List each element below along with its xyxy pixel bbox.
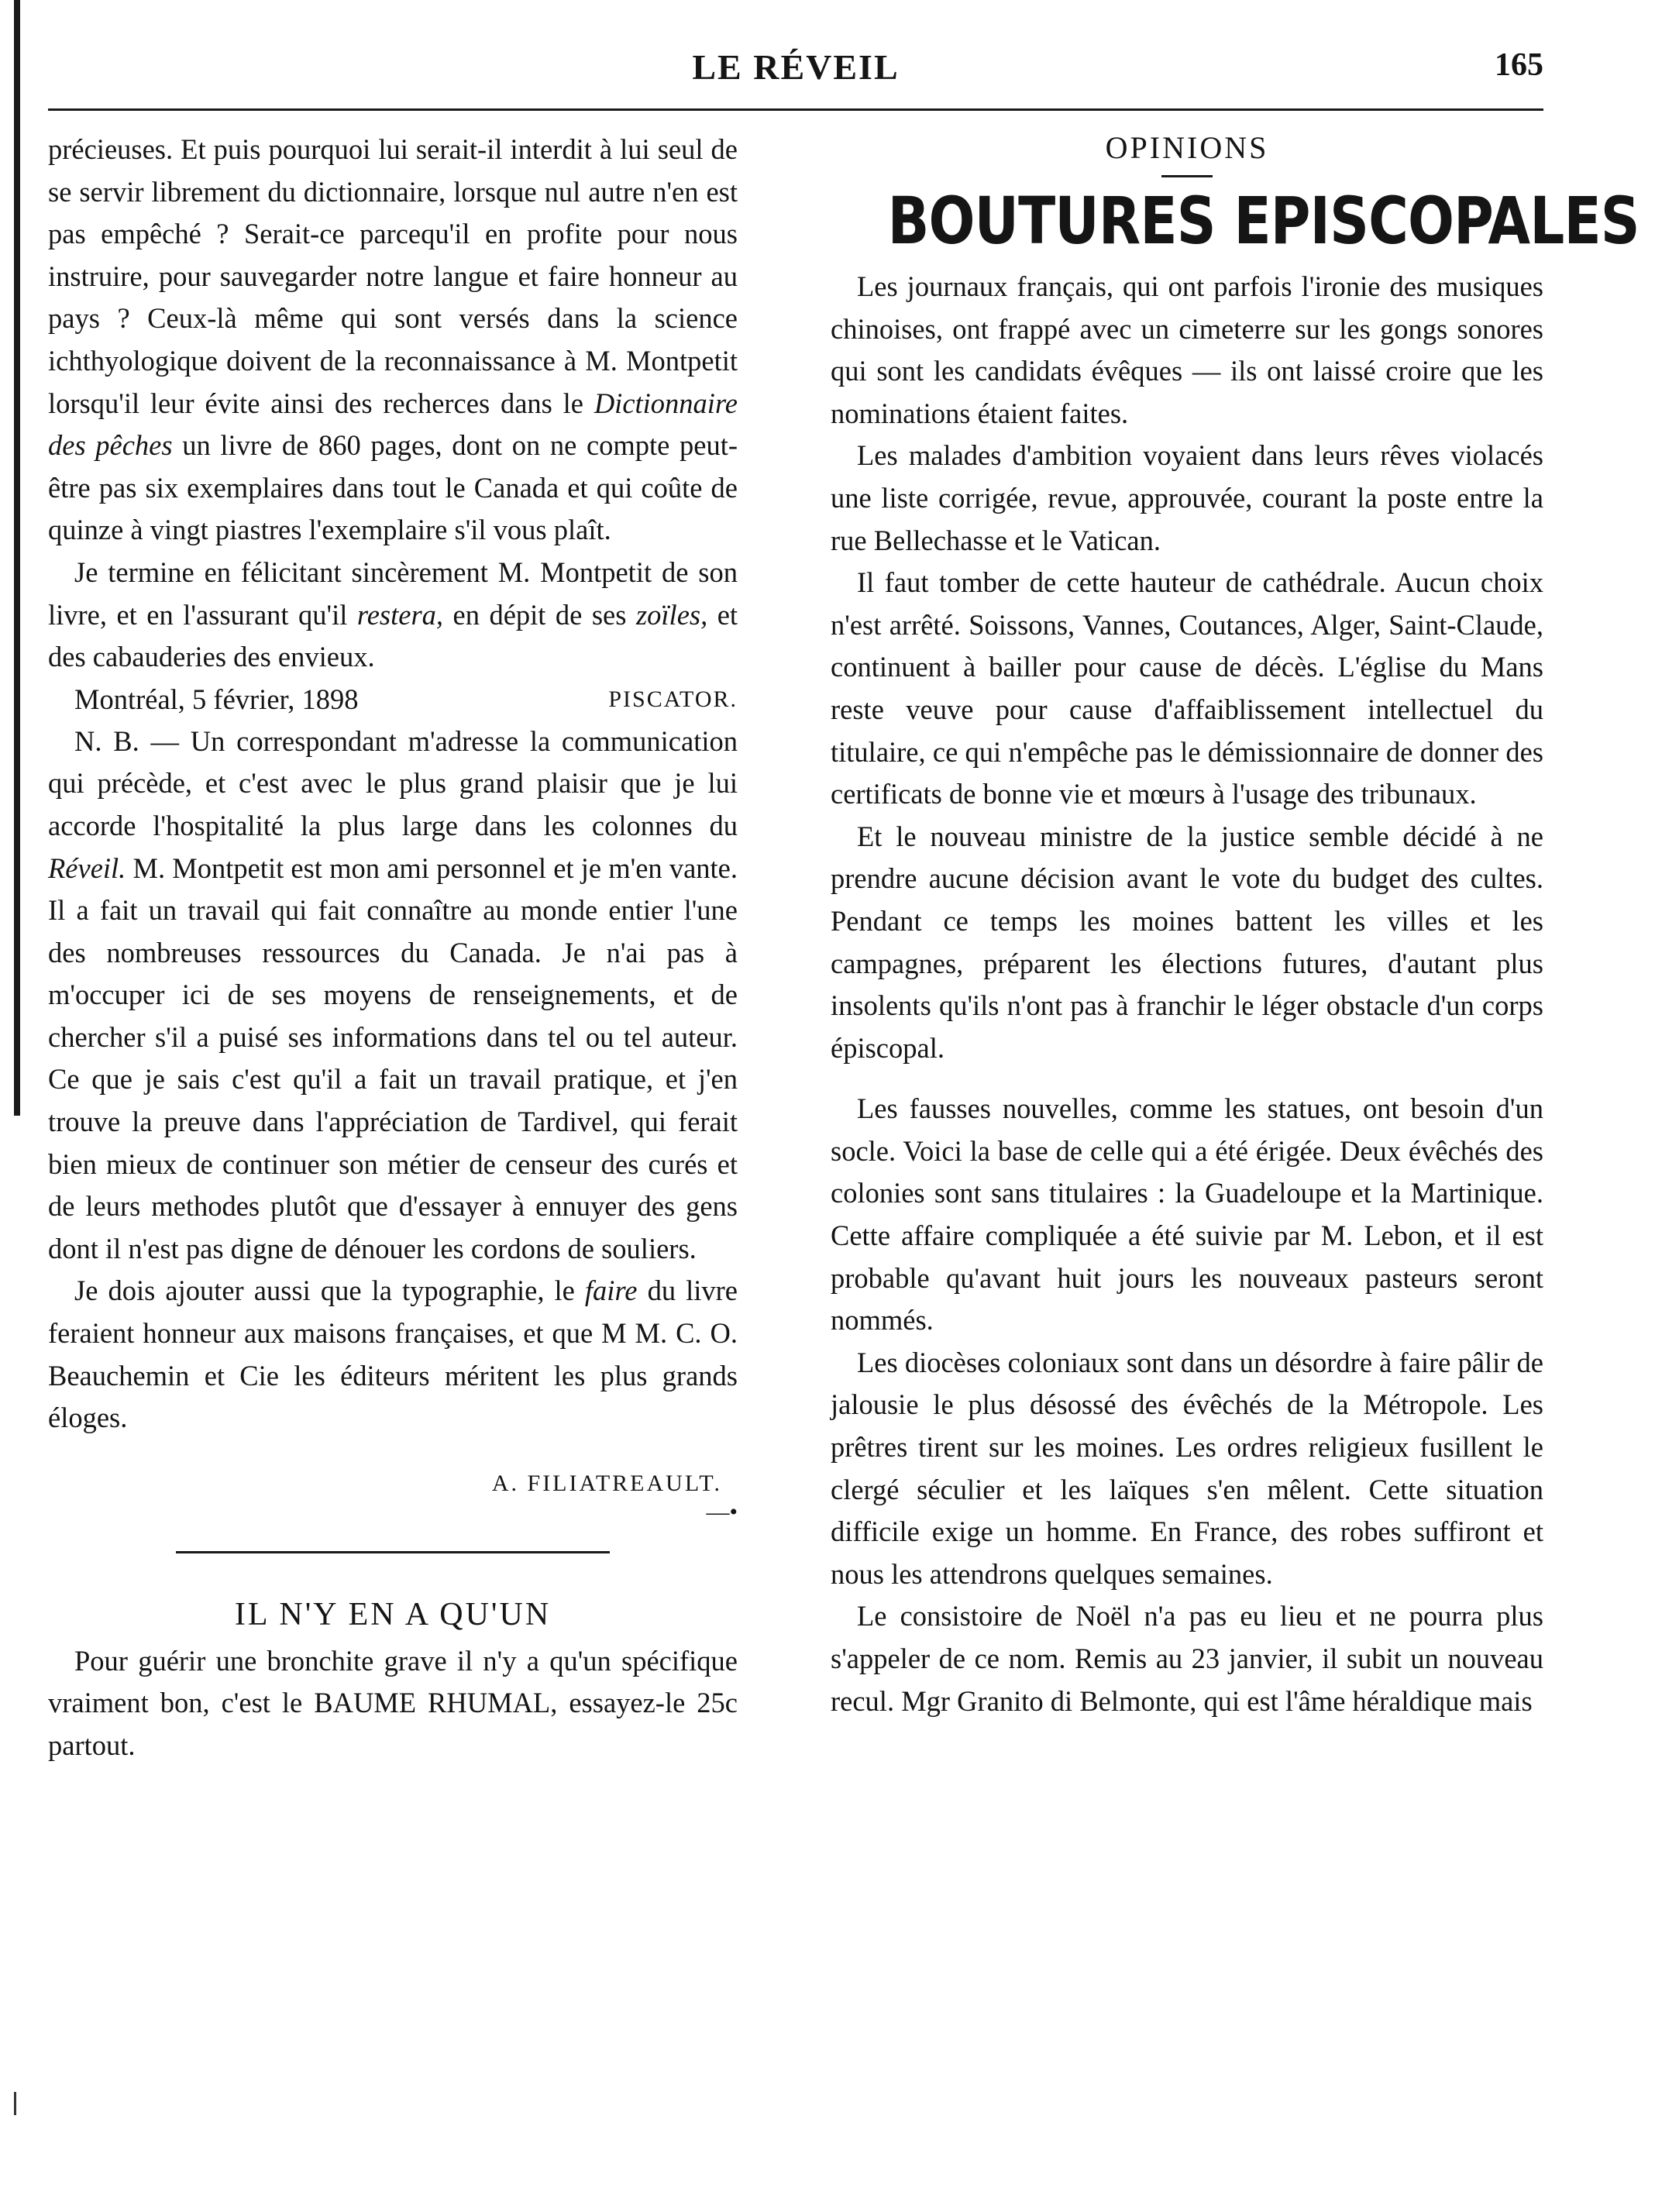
pseudonym-signature: PISCATOR. xyxy=(608,686,738,712)
article-paragraph: Les journaux français, qui ont parfois l'ironie des musiques chinoises, ont frappé avec un cimeterre sur les gongs sonores qui sont les candidats évêques — ils ont laissé croire que les nominations étaient faites. xyxy=(831,270,1543,429)
article-paragraph: Il faut tomber de cette hauteur de cathédrale. Aucun choix n'est arrêté. Soissons, Vannes, Coutances, Alger, Saint-Claude, continuent à bailler pour cause de décès. L'église du Mans reste veuve pour cause d'affaiblissement intellectuel du titulaire, ce qui n'empêche pas le démissionnaire de donner des certificats de bonne vie et mœurs à l'usage des tribunaux. xyxy=(831,566,1543,810)
article-paragraph: Les malades d'ambition voyaient dans leurs rêves violacés une liste corrigée, revue, approuvée, courant la poste entre la rue Bellechasse et le Vatican. xyxy=(831,439,1543,556)
ad-text: Pour guérir une bronchite grave il n'y a qu'un spécifique vraiment bon, c'est le BAUME RHUMAL, essayez-le 25c partout. xyxy=(48,1644,738,1761)
end-mark: —• xyxy=(706,1498,738,1525)
section-rule xyxy=(176,1551,610,1553)
page-header xyxy=(48,46,1543,93)
article-paragraph: Le consistoire de Noël n'a pas eu lieu et ne pourra plus s'appeler de ce nom. Remis au 23 janvier, il subit un nouveau recul. Mgr Granito di Belmonte, qui est l'âme héraldique mais xyxy=(831,1600,1543,1717)
paragraph-2: Je termine en félicitant sincèrement M. Montpetit de son livre, et en l'assurant qu'il restera, en dépit de ses zoïles, et des cabauderies des envieux. xyxy=(48,556,738,673)
article-headline: BOUTURES EPISCOPALES xyxy=(887,183,1640,259)
margin-mark xyxy=(14,2092,16,2115)
dateline xyxy=(48,679,738,721)
dateline-date: Montréal, 5 février, 1898 xyxy=(74,683,359,715)
italic-title: Dictionnaire des pêches xyxy=(48,387,738,462)
header-rule xyxy=(48,108,1543,111)
page-number: 165 xyxy=(1495,47,1543,83)
right-column xyxy=(831,129,1640,1722)
paragraph-1: précieuses. Et puis pourquoi lui serait-il interdit à lui seul de se servir librement du dictionnaire, lorsque nul autre n'en est pas empêché ? Serait-ce parcequ'il en profite pour nous instruire, pour sauvegarder notre langue et faire honneur au pays ? Ceux-là même qui sont versés dans la science ichthyologique doivent de la reconnaissance à M. Montpetit lorsqu'il leur évite ainsi des recherces dans le Dictionnaire des pêches un livre de 860 pages, dont on ne compte peut-être pas six exemplaires dans tout le Canada et qui coûte de quinze à vingt piastres l'exemplaire s'il vous plaît. xyxy=(48,133,738,546)
ad-title: IL N'Y EN A QU'UN xyxy=(234,1596,552,1632)
article-paragraph: Les fausses nouvelles, comme les statues, ont besoin d'un socle. Voici la base de celle qui a été érigée. Deux évêchés des colonies sont sans titulaires : la Guadeloupe et la Martinique. Cette affaire compliquée a été suivie par M. Lebon, et il est probable qu'avant huit jours les nouveaux pasteurs seront nommés. xyxy=(831,1092,1543,1336)
kicker-rule xyxy=(1161,175,1213,177)
running-title: LE RÉVEIL xyxy=(692,47,900,87)
section-kicker: OPINIONS xyxy=(1105,130,1269,165)
left-column xyxy=(48,129,738,1767)
binding-edge xyxy=(14,0,20,1116)
author-signature: A. FILIATREAULT. xyxy=(491,1470,722,1496)
article-paragraph: Et le nouveau ministre de la justice semble décidé à ne prendre aucune décision avant le vote du budget des cultes. Pendant ce temps les moines battent les villes et les campagnes, préparent les élections futures, d'autant plus insolents qu'ils n'ont pas à franchir le léger obstacle d'un corps épiscopal. xyxy=(831,820,1543,1064)
editor-note: N. B. — Un correspondant m'adresse la communication qui précède, et c'est avec le plus grand plaisir que je lui accorde l'hospitalité la plus large dans les colonnes du Réveil. M. Montpetit est mon ami personnel et je m'en vante. Il a fait un travail qui fait connaître au monde entier l'une des nombreuses ressources du Canada. Je n'ai pas à m'occuper ici de ses moyens de renseignements, et de chercher s'il a puisé ses informations dans tel ou tel auteur. Ce que je sais c'est qu'il a fait un travail pratique, et j'en trouve la preuve dans l'appréciation de Tardivel, qui ferait bien mieux de continuer son métier de censeur des curés et de leurs methodes plutôt que d'essayer à ennuyer des gens dont il n'est pas digne de dénouer les cordons de souliers. xyxy=(48,724,738,1264)
article-paragraph: Les diocèses coloniaux sont dans un désordre à faire pâlir de jalousie le plus désossé des évêchés de la Métropole. Les prêtres tirent sur les moines. Les ordres religieux fusillent le clergé séculier et les laïques s'en mêlent. Cette situation difficile exige un homme. En France, des robes suffiront et nous les attendrons quelques semaines. xyxy=(831,1346,1543,1590)
paragraph-4: Je dois ajouter aussi que la typographie, le faire du livre feraient honneur aux maisons françaises, et que M M. C. O. Beauchemin et Cie les éditeurs méritent les plus grands éloges. xyxy=(48,1275,738,1434)
